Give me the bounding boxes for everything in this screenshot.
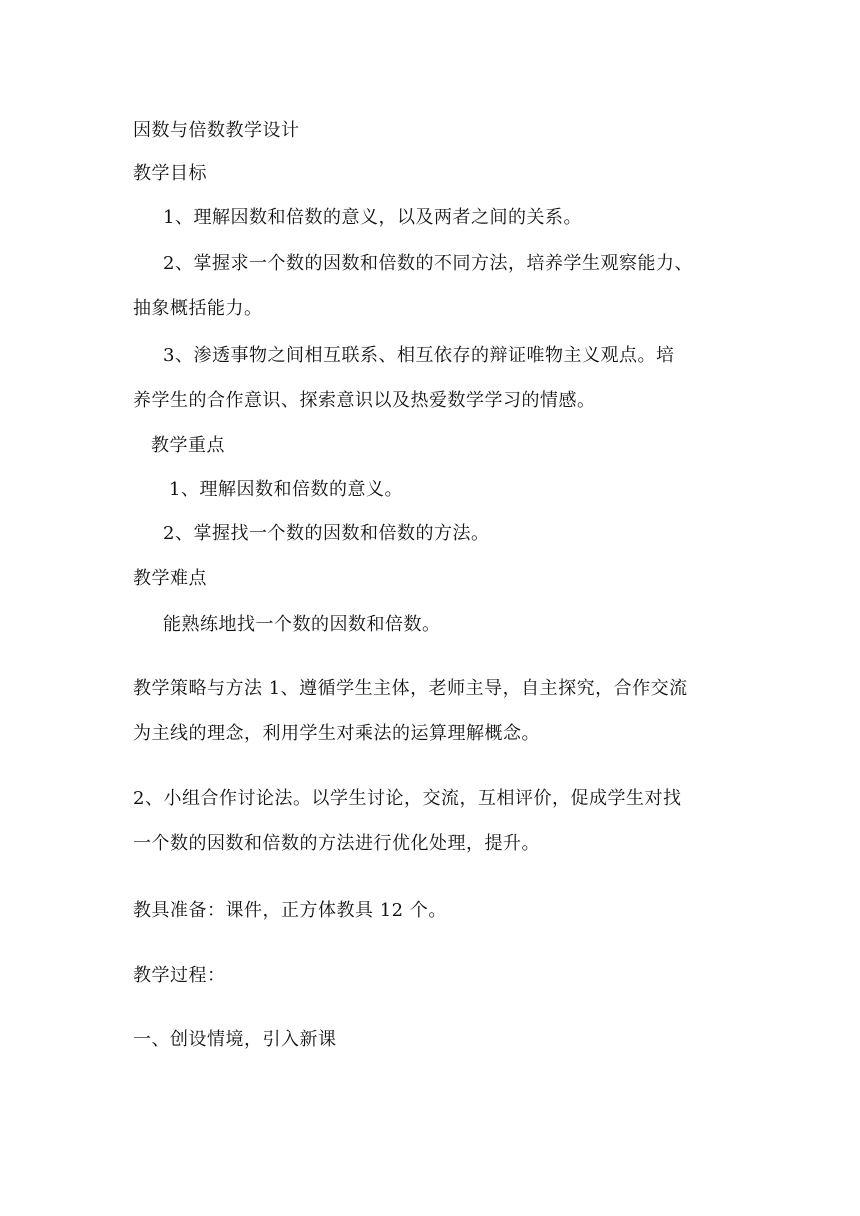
section-1-heading: 一、创设情境，引入新课 <box>133 1029 337 1050</box>
process-heading: 教学过程： <box>133 965 226 986</box>
key-points-heading: 教学重点 <box>151 435 225 456</box>
objectives-heading: 教学目标 <box>133 163 207 184</box>
method-2-line-1: 2、小组合作讨论法。以学生讨论，交流，互相评价，促成学生对找 <box>133 788 682 809</box>
difficulty-text: 能熟练地找一个数的因数和倍数。 <box>163 614 441 635</box>
materials-text: 教具准备：课件，正方体教具 12 个。 <box>133 900 447 921</box>
objective-3-line-1: 3、渗透事物之间相互联系、相互依存的辩证唯物主义观点。培 <box>163 345 675 366</box>
document-title: 因数与倍数教学设计 <box>133 120 300 141</box>
strategy-line-1: 教学策略与方法 1、遵循学生主体，老师主导，自主探究，合作交流 <box>133 678 688 699</box>
objective-2-line-2: 抽象概括能力。 <box>133 298 263 319</box>
objective-2-line-1: 2、掌握求一个数的因数和倍数的不同方法，培养学生观察能力、 <box>163 253 693 274</box>
objective-3-line-2: 养学生的合作意识、探索意识以及热爱数学学习的情感。 <box>133 390 596 411</box>
difficulty-heading: 教学难点 <box>133 568 207 589</box>
strategy-line-2: 为主线的理念，利用学生对乘法的运算理解概念。 <box>133 723 540 744</box>
key-point-2: 2、掌握找一个数的因数和倍数的方法。 <box>163 523 490 544</box>
objective-1: 1、理解因数和倍数的意义，以及两者之间的关系。 <box>163 207 582 228</box>
method-2-line-2: 一个数的因数和倍数的方法进行优化处理，提升。 <box>133 833 540 854</box>
key-point-1: 1、理解因数和倍数的意义。 <box>169 479 403 500</box>
